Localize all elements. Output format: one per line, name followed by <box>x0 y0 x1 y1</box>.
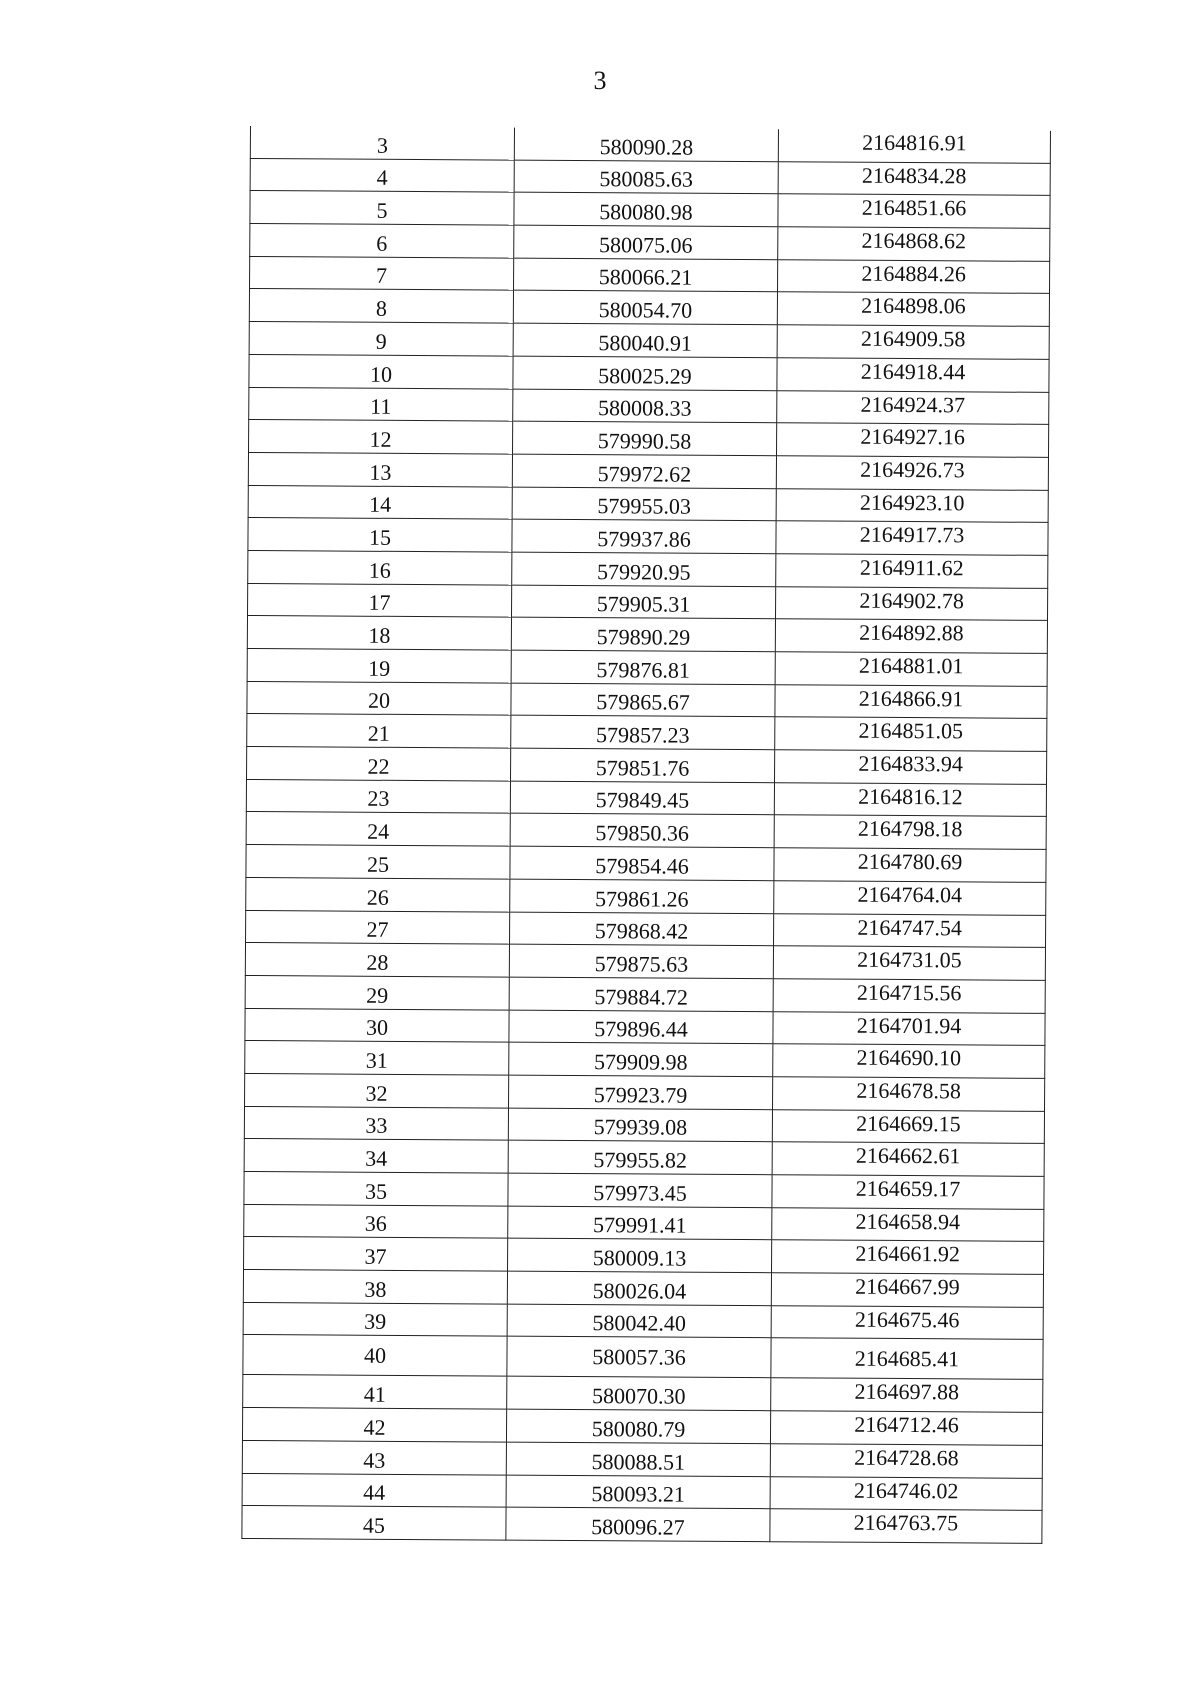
point-number-cell: 14 <box>248 485 512 519</box>
table-row <box>243 1270 1043 1308</box>
x-coordinate-cell: 580085.63 <box>514 160 778 194</box>
x-coordinate-cell: 580066.21 <box>513 258 777 292</box>
y-coordinate-cell: 2164881.01 <box>775 652 1047 686</box>
x-coordinate-cell: 580096.27 <box>506 1507 770 1541</box>
table-row <box>242 1473 1042 1511</box>
table-row <box>245 1073 1045 1111</box>
point-number-cell: 10 <box>249 354 513 388</box>
y-coordinate-cell: 2164833.94 <box>774 750 1046 784</box>
table-row <box>242 1408 1042 1446</box>
y-coordinate-cell: 2164909.58 <box>777 325 1049 359</box>
page-number: 3 <box>593 66 607 95</box>
table-row <box>249 322 1049 360</box>
y-coordinate-cell: 2164884.26 <box>777 259 1049 293</box>
x-coordinate-cell: 580025.29 <box>513 356 777 390</box>
point-number-cell: 28 <box>245 943 509 977</box>
point-number-cell: 40 <box>243 1335 507 1377</box>
table-row <box>250 224 1050 262</box>
x-coordinate-cell: 580080.98 <box>514 192 778 226</box>
y-coordinate-cell: 2164918.44 <box>777 358 1049 392</box>
x-coordinate-cell: 580042.40 <box>507 1304 771 1338</box>
y-coordinate-cell: 2164851.05 <box>775 717 1047 751</box>
x-coordinate-cell: 579955.82 <box>508 1140 772 1174</box>
y-coordinate-cell: 2164866.91 <box>775 684 1047 718</box>
x-coordinate-cell: 579884.72 <box>509 977 773 1011</box>
x-coordinate-cell: 579955.03 <box>512 487 776 521</box>
x-coordinate-cell: 579920.95 <box>512 552 776 586</box>
x-coordinate-cell: 579973.45 <box>508 1173 772 1207</box>
y-coordinate-cell: 2164746.02 <box>770 1476 1042 1510</box>
y-coordinate-cell: 2164902.78 <box>775 586 1047 620</box>
x-coordinate-cell: 579851.76 <box>511 748 775 782</box>
x-coordinate-cell: 580040.91 <box>513 323 777 357</box>
table-row <box>246 845 1046 883</box>
table-row <box>243 1375 1043 1413</box>
table-row <box>248 518 1048 556</box>
point-number-cell: 39 <box>243 1302 507 1336</box>
y-coordinate-cell: 2164798.18 <box>774 815 1046 849</box>
table-row <box>246 877 1046 915</box>
y-coordinate-cell: 2164926.73 <box>776 456 1048 490</box>
x-coordinate-cell: 579990.58 <box>513 421 777 455</box>
table-row <box>244 1106 1044 1144</box>
table-row <box>246 779 1046 817</box>
table-row <box>247 648 1047 686</box>
x-coordinate-cell: 580009.13 <box>508 1238 772 1272</box>
y-coordinate-cell: 2164678.58 <box>773 1077 1045 1111</box>
y-coordinate-cell: 2164659.17 <box>772 1175 1044 1209</box>
table-row <box>247 681 1047 719</box>
point-number-cell: 6 <box>250 224 514 258</box>
table-row <box>250 126 1050 163</box>
x-coordinate-cell: 579972.62 <box>512 454 776 488</box>
point-number-cell: 29 <box>245 975 509 1009</box>
point-number-cell: 36 <box>244 1204 508 1238</box>
y-coordinate-cell: 2164892.88 <box>775 619 1047 653</box>
y-coordinate-cell: 2164712.46 <box>770 1411 1042 1445</box>
point-number-cell: 33 <box>244 1106 508 1140</box>
y-coordinate-cell: 2164690.10 <box>773 1044 1045 1078</box>
y-coordinate-cell: 2164780.69 <box>774 848 1046 882</box>
table-row <box>244 1171 1044 1209</box>
x-coordinate-cell: 580008.33 <box>513 389 777 423</box>
table-row <box>245 1008 1045 1046</box>
point-number-cell: 4 <box>250 158 514 192</box>
table-row <box>244 1139 1044 1177</box>
table-row <box>246 910 1046 948</box>
point-number-cell: 7 <box>250 256 514 290</box>
y-coordinate-cell: 2164923.10 <box>776 488 1048 522</box>
y-coordinate-cell: 2164764.04 <box>774 881 1046 915</box>
table-row <box>248 485 1048 523</box>
point-number-cell: 11 <box>249 387 513 421</box>
x-coordinate-cell: 580057.36 <box>507 1337 771 1379</box>
y-coordinate-cell: 2164816.91 <box>778 129 1050 163</box>
x-coordinate-cell: 579937.86 <box>512 519 776 553</box>
point-number-cell: 26 <box>246 877 510 911</box>
table-row <box>249 354 1049 392</box>
x-coordinate-cell: 579875.63 <box>509 944 773 978</box>
point-number-cell: 23 <box>246 779 510 813</box>
x-coordinate-cell: 579854.46 <box>510 846 774 880</box>
y-coordinate-cell: 2164675.46 <box>771 1305 1043 1339</box>
y-coordinate-cell: 2164898.06 <box>777 292 1049 326</box>
point-number-cell: 42 <box>242 1408 506 1442</box>
point-number-cell: 38 <box>243 1270 507 1304</box>
x-coordinate-cell: 579876.81 <box>511 650 775 684</box>
x-coordinate-cell: 579905.31 <box>512 585 776 619</box>
table-row <box>248 550 1048 588</box>
y-coordinate-cell: 2164816.12 <box>774 782 1046 816</box>
point-number-cell: 41 <box>243 1375 507 1409</box>
point-number-cell: 37 <box>244 1237 508 1271</box>
point-number-cell: 3 <box>250 126 514 160</box>
table-row <box>249 289 1049 327</box>
x-coordinate-cell: 580093.21 <box>506 1475 770 1509</box>
y-coordinate-cell: 2164667.99 <box>771 1273 1043 1307</box>
y-coordinate-cell: 2164697.88 <box>771 1378 1043 1412</box>
y-coordinate-cell: 2164747.54 <box>774 913 1046 947</box>
y-coordinate-cell: 2164685.41 <box>771 1338 1043 1380</box>
x-coordinate-cell: 580080.79 <box>506 1409 770 1443</box>
x-coordinate-cell: 579849.45 <box>510 781 774 815</box>
point-number-cell: 35 <box>244 1171 508 1205</box>
table-row <box>244 1204 1044 1242</box>
point-number-cell: 9 <box>249 322 513 356</box>
y-coordinate-cell: 2164731.05 <box>773 946 1045 980</box>
point-number-cell: 43 <box>242 1440 506 1474</box>
table-row <box>250 158 1050 196</box>
x-coordinate-cell: 579857.23 <box>511 715 775 749</box>
point-number-cell: 19 <box>247 648 511 682</box>
point-number-cell: 5 <box>250 191 514 225</box>
point-number-cell: 44 <box>242 1473 506 1507</box>
y-coordinate-cell: 2164669.15 <box>772 1109 1044 1143</box>
x-coordinate-cell: 579865.67 <box>511 683 775 717</box>
point-number-cell: 34 <box>244 1139 508 1173</box>
point-number-cell: 27 <box>246 910 510 944</box>
table-row <box>242 1506 1042 1544</box>
point-number-cell: 18 <box>247 616 511 650</box>
x-coordinate-cell: 580054.70 <box>513 291 777 325</box>
point-number-cell: 30 <box>245 1008 509 1042</box>
table-row <box>244 1237 1044 1275</box>
table-row <box>250 191 1050 229</box>
y-coordinate-cell: 2164851.66 <box>778 194 1050 228</box>
y-coordinate-cell: 2164924.37 <box>777 390 1049 424</box>
x-coordinate-cell: 580088.51 <box>506 1442 770 1476</box>
point-number-cell: 24 <box>246 812 510 846</box>
table-row <box>249 387 1049 425</box>
x-coordinate-cell: 579868.42 <box>510 912 774 946</box>
table-row <box>247 747 1047 785</box>
coordinate-table <box>241 126 1051 1544</box>
point-number-cell: 25 <box>246 845 510 879</box>
y-coordinate-cell: 2164834.28 <box>778 161 1050 195</box>
y-coordinate-cell: 2164662.61 <box>772 1142 1044 1176</box>
table-row <box>245 975 1045 1013</box>
x-coordinate-cell: 579923.79 <box>509 1075 773 1109</box>
y-coordinate-cell: 2164917.73 <box>776 521 1048 555</box>
table-row <box>245 943 1045 981</box>
table-row <box>249 420 1049 458</box>
y-coordinate-cell: 2164728.68 <box>770 1444 1042 1478</box>
table-row <box>250 256 1050 294</box>
y-coordinate-cell: 2164715.56 <box>773 979 1045 1013</box>
x-coordinate-cell: 579909.98 <box>509 1042 773 1076</box>
point-number-cell: 32 <box>245 1073 509 1107</box>
x-coordinate-cell: 579861.26 <box>510 879 774 913</box>
table-row <box>247 616 1047 654</box>
point-number-cell: 8 <box>249 289 513 323</box>
table-row <box>247 714 1047 752</box>
x-coordinate-cell: 580026.04 <box>507 1271 771 1305</box>
point-number-cell: 20 <box>247 681 511 715</box>
x-coordinate-cell: 579850.36 <box>510 814 774 848</box>
point-number-cell: 45 <box>242 1506 506 1540</box>
table-row <box>242 1440 1042 1478</box>
table-row <box>248 452 1048 490</box>
point-number-cell: 17 <box>248 583 512 617</box>
table-row <box>243 1302 1043 1340</box>
y-coordinate-cell: 2164868.62 <box>778 227 1050 261</box>
y-coordinate-cell: 2164658.94 <box>772 1207 1044 1241</box>
x-coordinate-cell: 579890.29 <box>511 617 775 651</box>
point-number-cell: 12 <box>249 420 513 454</box>
point-number-cell: 31 <box>245 1041 509 1075</box>
table-row <box>248 583 1048 621</box>
x-coordinate-cell: 579991.41 <box>508 1206 772 1240</box>
point-number-cell: 16 <box>248 550 512 584</box>
table-row <box>246 812 1046 850</box>
y-coordinate-cell: 2164701.94 <box>773 1011 1045 1045</box>
x-coordinate-cell: 579896.44 <box>509 1010 773 1044</box>
point-number-cell: 13 <box>248 452 512 486</box>
y-coordinate-cell: 2164911.62 <box>776 554 1048 588</box>
y-coordinate-cell: 2164763.75 <box>770 1509 1042 1543</box>
x-coordinate-cell: 579939.08 <box>508 1108 772 1142</box>
y-coordinate-cell: 2164661.92 <box>772 1240 1044 1274</box>
point-number-cell: 21 <box>247 714 511 748</box>
table-row <box>243 1335 1043 1380</box>
x-coordinate-cell: 580075.06 <box>514 225 778 259</box>
x-coordinate-cell: 580090.28 <box>514 128 778 162</box>
coordinate-table-body <box>242 126 1051 1543</box>
point-number-cell: 15 <box>248 518 512 552</box>
point-number-cell: 22 <box>247 747 511 781</box>
y-coordinate-cell: 2164927.16 <box>776 423 1048 457</box>
table-row <box>245 1041 1045 1079</box>
x-coordinate-cell: 580070.30 <box>507 1377 771 1411</box>
